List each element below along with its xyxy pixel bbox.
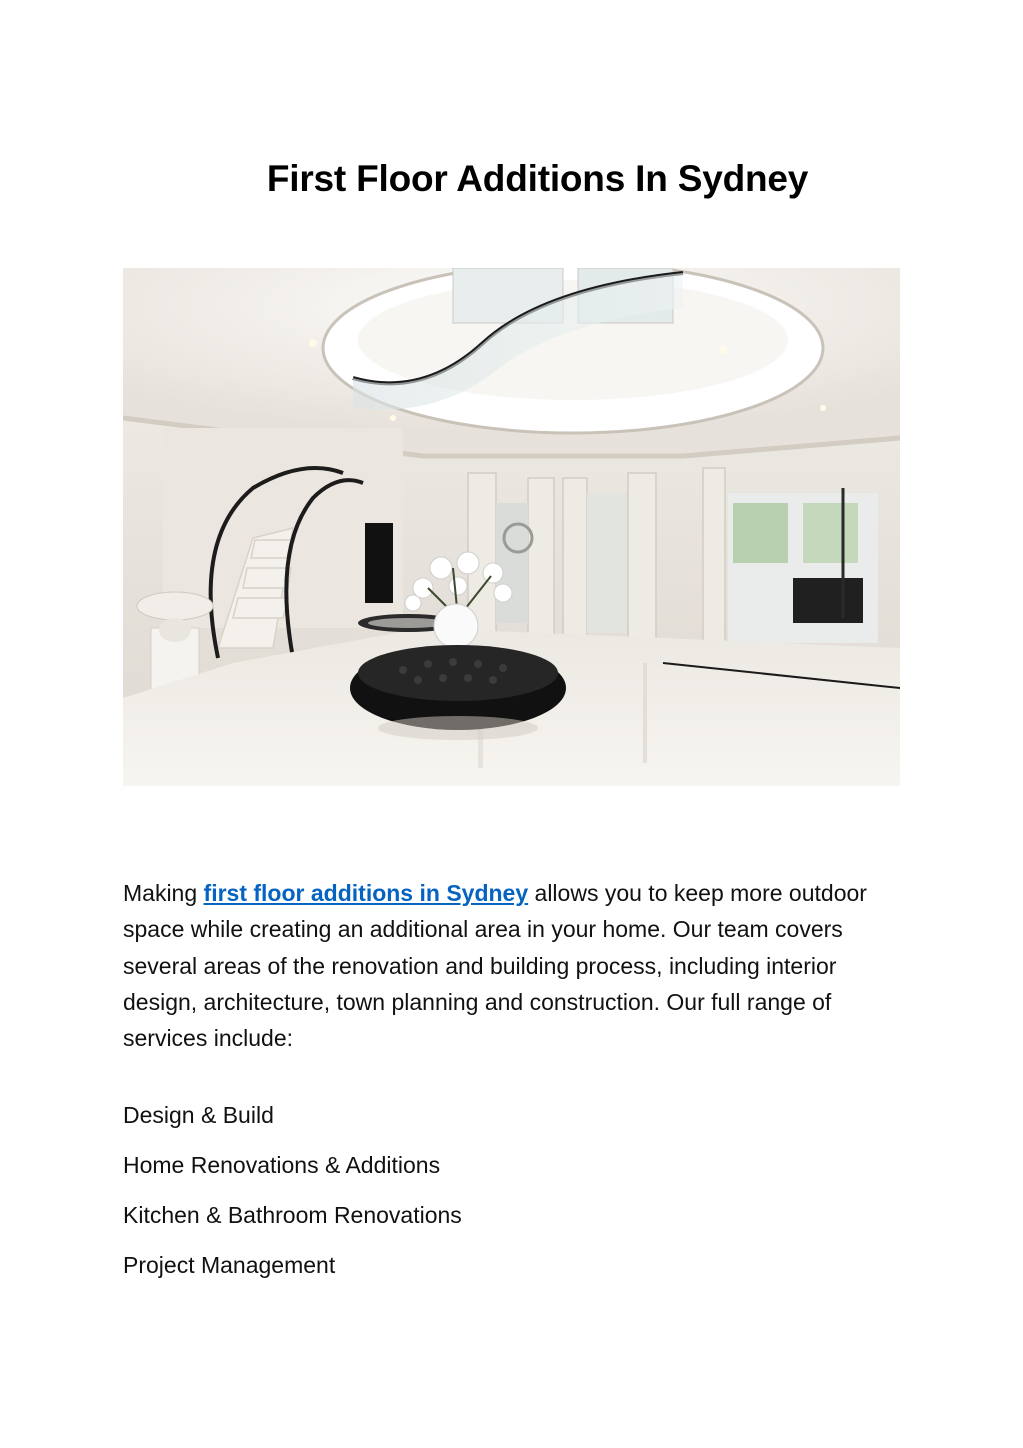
list-item: Design & Build — [123, 1102, 274, 1128]
first-floor-additions-link[interactable]: first floor additions in Sydney — [203, 880, 529, 906]
list-item: Project Management — [123, 1252, 336, 1278]
page-title: First Floor Additions In Sydney — [266, 157, 809, 199]
intro-text-end: allows you to keep more outdoor space while creating an additional area in your home. Our team covers several areas of the renovation and building process, including interior design, architecture, town planning and construction. Our full range of services include: — [123, 880, 867, 1052]
list-item: Home Renovations & Additions — [123, 1152, 441, 1178]
entrance-hall-illustration — [123, 268, 900, 786]
list-item: Kitchen & Bathroom Renovations — [123, 1202, 462, 1228]
intro-text-start: Making — [123, 880, 204, 906]
intro-paragraph — [123, 875, 883, 1056]
services-list — [123, 1097, 462, 1297]
hero-image — [123, 268, 900, 786]
